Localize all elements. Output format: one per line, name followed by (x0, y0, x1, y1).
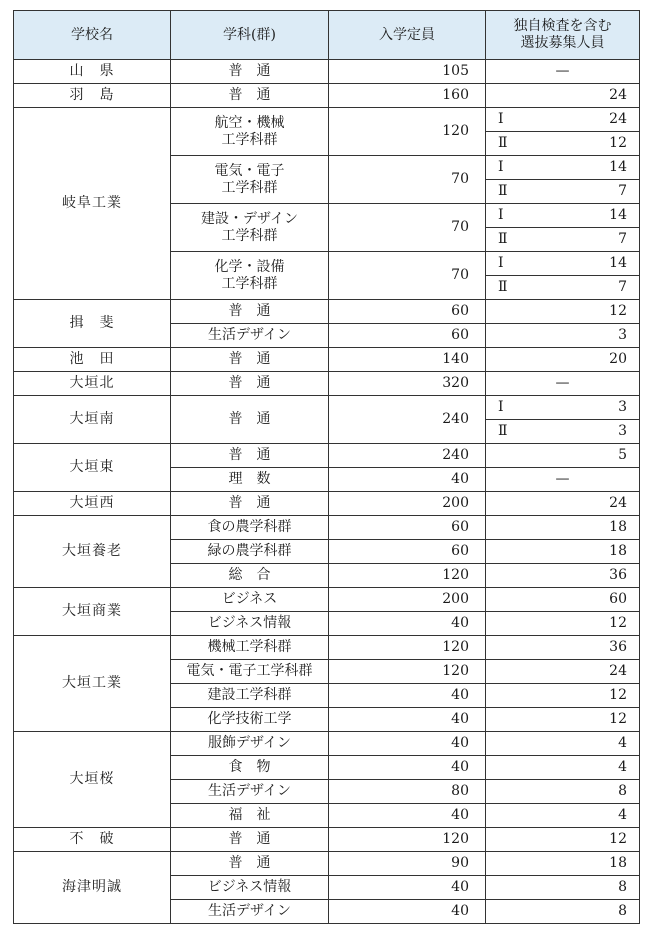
selection-cell: 18 (486, 852, 640, 876)
dept-cell: 生活デザイン (171, 324, 329, 348)
capacity-cell: 105 (329, 60, 486, 84)
capacity-cell: 60 (329, 516, 486, 540)
selection-cell: 5 (486, 444, 640, 468)
capacity-cell: 140 (329, 348, 486, 372)
selection-cell: 12 (486, 828, 640, 852)
selection-cell: Ⅰ 24 (486, 108, 640, 132)
capacity-cell: 60 (329, 540, 486, 564)
school-cell: 大垣商業 (14, 588, 171, 636)
capacity-cell: 40 (329, 684, 486, 708)
selection-cell: 36 (486, 636, 640, 660)
selection-cell: Ⅱ 12 (486, 132, 640, 156)
dept-cell: 生活デザイン (171, 900, 329, 924)
dept-cell: 福 祉 (171, 804, 329, 828)
table-row (14, 492, 640, 516)
selection-cell: 8 (486, 780, 640, 804)
dept-cell: 服飾デザイン (171, 732, 329, 756)
selection-cell: — (486, 60, 640, 84)
selection-cell: 3 (486, 324, 640, 348)
selection-cell: Ⅰ 14 (486, 156, 640, 180)
dept-cell: 食の農学科群 (171, 516, 329, 540)
selection-cell: 20 (486, 348, 640, 372)
dept-cell: 普 通 (171, 444, 329, 468)
selection-cell: 4 (486, 732, 640, 756)
selection-cell: 4 (486, 756, 640, 780)
capacity-cell: 40 (329, 708, 486, 732)
selection-cell: 12 (486, 300, 640, 324)
capacity-cell: 40 (329, 900, 486, 924)
header-special-line2: 選抜募集人員 (520, 35, 605, 51)
table-row (14, 348, 640, 372)
table-row (14, 636, 640, 660)
capacity-cell: 320 (329, 372, 486, 396)
capacity-cell: 240 (329, 444, 486, 468)
school-cell: 大垣東 (14, 444, 171, 492)
table-row (14, 396, 640, 420)
selection-cell: 4 (486, 804, 640, 828)
school-cell: 池 田 (14, 348, 171, 372)
capacity-cell: 120 (329, 108, 486, 156)
capacity-cell: 120 (329, 660, 486, 684)
capacity-cell: 40 (329, 756, 486, 780)
selection-cell: 12 (486, 708, 640, 732)
capacity-cell: 70 (329, 252, 486, 300)
table-row (14, 588, 640, 612)
capacity-cell: 60 (329, 324, 486, 348)
table-row (14, 84, 640, 108)
selection-cell: Ⅰ 14 (486, 252, 640, 276)
capacity-cell: 160 (329, 84, 486, 108)
capacity-cell: 40 (329, 468, 486, 492)
header-department: 学科(群) (171, 11, 329, 60)
dept-cell: 食 物 (171, 756, 329, 780)
table-header-row (14, 11, 640, 60)
school-cell: 大垣工業 (14, 636, 171, 732)
dept-cell: 普 通 (171, 60, 329, 84)
selection-cell: Ⅰ 14 (486, 204, 640, 228)
selection-cell: — (486, 372, 640, 396)
dept-cell: 理 数 (171, 468, 329, 492)
school-cell: 山 県 (14, 60, 171, 84)
selection-cell: 18 (486, 540, 640, 564)
capacity-cell: 120 (329, 828, 486, 852)
header-special-line1: 独自検査を含む (513, 18, 612, 35)
dept-cell: ビジネス情報 (171, 876, 329, 900)
school-cell: 大垣北 (14, 372, 171, 396)
capacity-cell: 70 (329, 156, 486, 204)
school-cell: 羽 島 (14, 84, 171, 108)
dept-cell: 電気・電子工学科群 (171, 660, 329, 684)
selection-cell: 60 (486, 588, 640, 612)
dept-cell: 普 通 (171, 372, 329, 396)
capacity-cell: 200 (329, 492, 486, 516)
dept-cell: 普 通 (171, 828, 329, 852)
dept-cell: ビジネス情報 (171, 612, 329, 636)
selection-cell: — (486, 468, 640, 492)
capacity-cell: 40 (329, 732, 486, 756)
dept-cell: 化学技術工学 (171, 708, 329, 732)
dept-cell: 普 通 (171, 492, 329, 516)
capacity-cell: 240 (329, 396, 486, 444)
dept-cell: 建設・デザイン 工学科群 (171, 204, 329, 252)
school-cell: 大垣西 (14, 492, 171, 516)
dept-cell: 化学・設備 工学科群 (171, 252, 329, 300)
dept-cell: 普 通 (171, 300, 329, 324)
dept-cell: 緑の農学科群 (171, 540, 329, 564)
dept-cell: 航空・機械 工学科群 (171, 108, 329, 156)
selection-cell: Ⅱ 7 (486, 180, 640, 204)
dept-cell: 普 通 (171, 348, 329, 372)
school-cell: 大垣養老 (14, 516, 171, 588)
selection-cell: 8 (486, 900, 640, 924)
table-row (14, 732, 640, 756)
school-cell: 大垣桜 (14, 732, 171, 828)
school-cell: 不 破 (14, 828, 171, 852)
header-special-selection (486, 11, 640, 60)
table-row (14, 372, 640, 396)
capacity-cell: 40 (329, 804, 486, 828)
capacity-cell: 90 (329, 852, 486, 876)
capacity-cell: 60 (329, 300, 486, 324)
header-school: 学校名 (14, 11, 171, 60)
table-row (14, 444, 640, 468)
table-row (14, 852, 640, 876)
selection-cell: 12 (486, 684, 640, 708)
dept-cell: 普 通 (171, 852, 329, 876)
school-cell: 揖 斐 (14, 300, 171, 348)
capacity-cell: 40 (329, 876, 486, 900)
school-cell: 海津明誠 (14, 852, 171, 924)
table-row (14, 516, 640, 540)
selection-cell: 8 (486, 876, 640, 900)
selection-cell: Ⅰ 3 (486, 396, 640, 420)
selection-cell: Ⅱ 7 (486, 228, 640, 252)
dept-cell: 生活デザイン (171, 780, 329, 804)
selection-cell: 18 (486, 516, 640, 540)
capacity-cell: 200 (329, 588, 486, 612)
dept-cell: 機械工学科群 (171, 636, 329, 660)
capacity-cell: 80 (329, 780, 486, 804)
table-row (14, 300, 640, 324)
header-capacity: 入学定員 (329, 11, 486, 60)
capacity-cell: 120 (329, 636, 486, 660)
dept-cell: 電気・電子 工学科群 (171, 156, 329, 204)
selection-cell: 24 (486, 660, 640, 684)
dept-cell: 総 合 (171, 564, 329, 588)
selection-cell: 36 (486, 564, 640, 588)
selection-cell: 24 (486, 492, 640, 516)
dept-cell: ビジネス (171, 588, 329, 612)
selection-cell: Ⅱ 3 (486, 420, 640, 444)
school-cell: 岐阜工業 (14, 108, 171, 300)
table-row (14, 60, 640, 84)
capacity-cell: 120 (329, 564, 486, 588)
capacity-cell: 70 (329, 204, 486, 252)
dept-cell: 普 通 (171, 84, 329, 108)
school-cell: 大垣南 (14, 396, 171, 444)
dept-cell: 普 通 (171, 396, 329, 444)
dept-cell: 建設工学科群 (171, 684, 329, 708)
selection-cell: 12 (486, 612, 640, 636)
table-row (14, 828, 640, 852)
admission-quota-table (13, 10, 640, 924)
selection-cell: 24 (486, 84, 640, 108)
table-row (14, 108, 640, 132)
capacity-cell: 40 (329, 612, 486, 636)
selection-cell: Ⅱ 7 (486, 276, 640, 300)
